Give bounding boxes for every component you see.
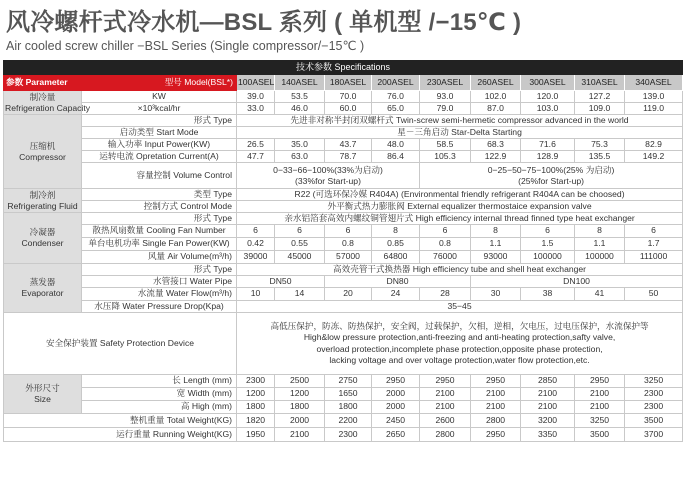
model-cell: 340ASEL	[625, 75, 683, 91]
value-cell: DN50	[237, 276, 325, 288]
value-cell: 2950	[575, 375, 625, 388]
value-cell: 亲水铝箔套高效内螺纹铜管翅片式 High efficiency internal thread finned type heat exchanger	[237, 213, 683, 225]
value-cell: 1800	[275, 401, 325, 414]
value-cell	[420, 163, 683, 189]
row-label: 散热风扇数量 Cooling Fan Number	[82, 225, 237, 238]
row-label: 长 Length (mm)	[82, 375, 237, 388]
row-label: 单台电机功率 Single Fan Power(KW)	[82, 238, 237, 251]
value-cell: 64800	[372, 251, 420, 264]
value-cell: 100000	[575, 251, 625, 264]
value-cell: 35−45	[237, 301, 683, 313]
value-cell: 50	[625, 288, 683, 301]
table-row	[4, 151, 683, 163]
value-cell: 2100	[275, 428, 325, 442]
value-cell: 1950	[237, 428, 275, 442]
row-label: 整机重量 Total Weight(KG)	[4, 414, 237, 428]
value-cell: 8	[575, 225, 625, 238]
row-label: 容量控制 Volume Control	[82, 163, 237, 189]
value-cell: 2000	[275, 414, 325, 428]
value-cell: 58.5	[420, 139, 471, 151]
table-row	[4, 163, 683, 189]
table-row	[4, 313, 683, 375]
table-row	[4, 276, 683, 288]
group-evaporator	[4, 264, 82, 313]
value-cell: 2650	[372, 428, 420, 442]
value-text: 0−33−66−100%(33%为启动) (33%for Start-up)	[273, 165, 383, 186]
value-cell: 41	[575, 288, 625, 301]
value-cell: 2300	[625, 388, 683, 401]
value-cell: 79.0	[420, 103, 471, 115]
row-label: ×10³kcal/hr	[82, 103, 237, 115]
value-cell: 2850	[521, 375, 575, 388]
value-cell: 2800	[420, 428, 471, 442]
value-cell: R22 (可选环保冷媒 R404A) (Environmental friendly refrigerant R404A can be choosed)	[237, 189, 683, 201]
value-cell: 53.5	[275, 91, 325, 103]
row-label: 形式 Type	[82, 213, 237, 225]
table-row	[4, 428, 683, 442]
value-cell: 0.42	[237, 238, 275, 251]
value-cell: 38	[521, 288, 575, 301]
row-label: 类型 Type	[82, 189, 237, 201]
value-cell: 24	[372, 288, 420, 301]
group-label: 蒸发器 Evaporator	[21, 277, 64, 298]
value-cell: 119.0	[625, 103, 683, 115]
value-cell: 8	[471, 225, 521, 238]
model-cell: 100ASEL	[237, 75, 275, 91]
value-cell: 76000	[420, 251, 471, 264]
row-label: 水流量 Water Flow(m³/h)	[82, 288, 237, 301]
value-cell: 33.0	[237, 103, 275, 115]
value-cell: 3500	[575, 428, 625, 442]
value-cell: 102.0	[471, 91, 521, 103]
value-cell: 1200	[237, 388, 275, 401]
value-cell: 3200	[521, 414, 575, 428]
value-cell: 1.7	[625, 238, 683, 251]
value-cell: 星－三角启动 Star-Delta Starting	[237, 127, 683, 139]
value-cell: 63.0	[275, 151, 325, 163]
value-cell: 外平衡式热力膨胀阀 External equalizer thermostaice expansion valve	[237, 201, 683, 213]
value-cell: 105.3	[420, 151, 471, 163]
row-label: 风量 Air Volume(m³/h)	[82, 251, 237, 264]
row-label: 水管接口 Water Pipe	[82, 276, 237, 288]
group-refrigerant	[4, 189, 82, 213]
value-cell: 14	[275, 288, 325, 301]
value-cell: 46.0	[275, 103, 325, 115]
table-row	[4, 213, 683, 225]
model-cell: 310ASEL	[575, 75, 625, 91]
value-cell: 111000	[625, 251, 683, 264]
value-cell: 2100	[575, 401, 625, 414]
group-condenser	[4, 213, 82, 264]
value-cell: 2300	[237, 375, 275, 388]
table-row	[4, 388, 683, 401]
value-cell: 0.55	[275, 238, 325, 251]
value-cell: 2950	[471, 428, 521, 442]
table-row	[4, 264, 683, 276]
value-cell: 2300	[325, 428, 372, 442]
value-cell: 122.9	[471, 151, 521, 163]
value-cell: 6	[420, 225, 471, 238]
table-row	[4, 115, 683, 127]
value-cell: 1800	[237, 401, 275, 414]
value-cell: 2000	[372, 401, 420, 414]
row-label: 安全保护装置 Safety Protection Device	[4, 313, 237, 375]
value-cell: 0.8	[325, 238, 372, 251]
value-cell	[237, 313, 683, 375]
value-cell: 45000	[275, 251, 325, 264]
group-label: 外形尺寸 Size	[25, 383, 60, 404]
value-cell: 8	[372, 225, 420, 238]
value-cell: 43.7	[325, 139, 372, 151]
value-cell: 135.5	[575, 151, 625, 163]
value-cell: 2950	[372, 375, 420, 388]
value-cell: DN100	[471, 276, 683, 288]
value-cell: 2600	[420, 414, 471, 428]
value-cell: 2100	[521, 388, 575, 401]
value-cell: 2100	[420, 388, 471, 401]
value-cell: 2950	[471, 375, 521, 388]
row-label: 水压降 Water Pressure Drop(Kpa)	[82, 301, 237, 313]
table-row	[4, 375, 683, 388]
value-cell: 103.0	[521, 103, 575, 115]
value-cell: 26.5	[237, 139, 275, 151]
table-row	[4, 91, 683, 103]
value-cell: 93.0	[420, 91, 471, 103]
value-cell: 82.9	[625, 139, 683, 151]
value-cell: 60.0	[325, 103, 372, 115]
safety-text: 高低压保护，防冻、防热保护，安全阀，过载保护，欠相，逆相，欠电压，过电压保护，水流保护等 High&low pressure protection,anti-freezing and anti-heating protection,safty valve, overload protection,incomplete phase protection,opposite phase protection, lacking voltage and over voltage protection,water flow protection,etc.	[270, 321, 649, 365]
value-cell: 57000	[325, 251, 372, 264]
value-cell: 3250	[625, 375, 683, 388]
value-cell: 2100	[575, 388, 625, 401]
value-cell: 2450	[372, 414, 420, 428]
value-cell: 2100	[420, 401, 471, 414]
param-header: 参数 Parameter	[4, 75, 82, 91]
value-cell: 1.5	[521, 238, 575, 251]
model-cell: 140ASEL	[275, 75, 325, 91]
value-cell: 68.3	[471, 139, 521, 151]
value-cell: 139.0	[625, 91, 683, 103]
group-label: 制冷剂 Refrigerating Fluid	[7, 189, 78, 211]
value-cell: 3700	[625, 428, 683, 442]
model-cell: 230ASEL	[420, 75, 471, 91]
value-cell: 0.8	[420, 238, 471, 251]
value-cell: 3350	[521, 428, 575, 442]
header-row	[4, 75, 683, 91]
value-cell: 47.7	[237, 151, 275, 163]
model-cell: 180ASEL	[325, 75, 372, 91]
value-cell: 2000	[372, 388, 420, 401]
spec-banner: 技术参数 Specifications	[4, 61, 683, 75]
value-cell: 6	[521, 225, 575, 238]
value-cell: 65.0	[372, 103, 420, 115]
value-cell: 86.4	[372, 151, 420, 163]
row-label: 形式 Type	[82, 264, 237, 276]
value-cell: 1200	[275, 388, 325, 401]
group-cooling	[4, 91, 91, 115]
table-row	[4, 401, 683, 414]
value-cell: 78.7	[325, 151, 372, 163]
value-cell: 2100	[471, 401, 521, 414]
value-cell: 高效壳管干式换热器 High efficiency tube and shell heat exchanger	[237, 264, 683, 276]
value-cell: 6	[325, 225, 372, 238]
model-cell: 260ASEL	[471, 75, 521, 91]
value-cell: 127.2	[575, 91, 625, 103]
value-cell: 93000	[471, 251, 521, 264]
group-size	[4, 375, 82, 414]
value-cell: 6	[237, 225, 275, 238]
value-cell: 1.1	[575, 238, 625, 251]
value-cell: DN80	[325, 276, 471, 288]
table-row	[4, 238, 683, 251]
value-cell: 2300	[625, 401, 683, 414]
value-cell: 39000	[237, 251, 275, 264]
value-cell: 2950	[420, 375, 471, 388]
model-cell: 300ASEL	[521, 75, 575, 91]
model-cell: 200ASEL	[372, 75, 420, 91]
group-label: 冷凝器 Condenser	[21, 227, 64, 248]
value-cell: 2800	[471, 414, 521, 428]
table-row	[4, 414, 683, 428]
value-cell: 6	[275, 225, 325, 238]
value-cell: 10	[237, 288, 275, 301]
value-cell: 128.9	[521, 151, 575, 163]
table-row	[4, 201, 683, 213]
value-cell: 3500	[625, 414, 683, 428]
row-label: 运转电流 Opretation Current(A)	[82, 151, 237, 163]
row-label: 启动类型 Start Mode	[82, 127, 237, 139]
value-cell: 28	[420, 288, 471, 301]
value-cell: 39.0	[237, 91, 275, 103]
model-header: 型号 Model(BSL*)	[82, 75, 237, 91]
value-cell: 20	[325, 288, 372, 301]
table-row	[4, 251, 683, 264]
row-label: 宽 Width (mm)	[82, 388, 237, 401]
table-row	[4, 127, 683, 139]
value-cell: 75.3	[575, 139, 625, 151]
value-cell: 109.0	[575, 103, 625, 115]
banner-row	[4, 61, 683, 75]
row-label: KW	[82, 91, 237, 103]
value-cell: 1650	[325, 388, 372, 401]
page-subtitle: Air cooled screw chiller −BSL Series (Single compressor/−15℃ )	[6, 39, 365, 53]
value-cell: 2500	[275, 375, 325, 388]
group-label: 制冷量 Refrigeration Capacity	[5, 91, 91, 113]
value-cell: 2750	[325, 375, 372, 388]
page-title: 风冷螺杆式冷水机—BSL 系列 ( 单机型 /−15℃ )	[6, 9, 522, 36]
value-cell: 2100	[471, 388, 521, 401]
row-label: 运行重量 Running Weight(KG)	[4, 428, 237, 442]
table-row	[4, 103, 683, 115]
row-label: 控制方式 Control Mode	[82, 201, 237, 213]
group-label: 压缩机 Compressor	[19, 140, 66, 162]
value-cell: 2100	[521, 401, 575, 414]
table-row	[4, 288, 683, 301]
value-cell: 70.0	[325, 91, 372, 103]
value-cell: 120.0	[521, 91, 575, 103]
value-cell: 48.0	[372, 139, 420, 151]
row-label: 输入功率 Input Power(KW)	[82, 139, 237, 151]
value-cell: 30	[471, 288, 521, 301]
value-cell: 6	[625, 225, 683, 238]
value-cell: 1820	[237, 414, 275, 428]
value-cell: 先进非对称半封闭双螺杆式 Twin-screw semi-hermetic compressor advanced in the world	[237, 115, 683, 127]
table-row	[4, 189, 683, 201]
value-cell: 71.6	[521, 139, 575, 151]
value-cell: 1800	[325, 401, 372, 414]
value-cell: 1.1	[471, 238, 521, 251]
group-compressor	[4, 115, 82, 189]
table-row	[4, 139, 683, 151]
value-cell: 2200	[325, 414, 372, 428]
table-row	[4, 225, 683, 238]
value-cell	[237, 163, 420, 189]
row-label: 高 High (mm)	[82, 401, 237, 414]
value-cell: 87.0	[471, 103, 521, 115]
value-cell: 100000	[521, 251, 575, 264]
value-cell: 149.2	[625, 151, 683, 163]
value-cell: 3250	[575, 414, 625, 428]
value-cell: 76.0	[372, 91, 420, 103]
table-row	[4, 301, 683, 313]
value-cell: 0.85	[372, 238, 420, 251]
value-cell: 35.0	[275, 139, 325, 151]
spec-table	[3, 60, 683, 442]
value-text: 0−25−50−75−100%(25% 为启动) (25%for Start-up)	[487, 165, 615, 186]
row-label: 形式 Type	[82, 115, 237, 127]
